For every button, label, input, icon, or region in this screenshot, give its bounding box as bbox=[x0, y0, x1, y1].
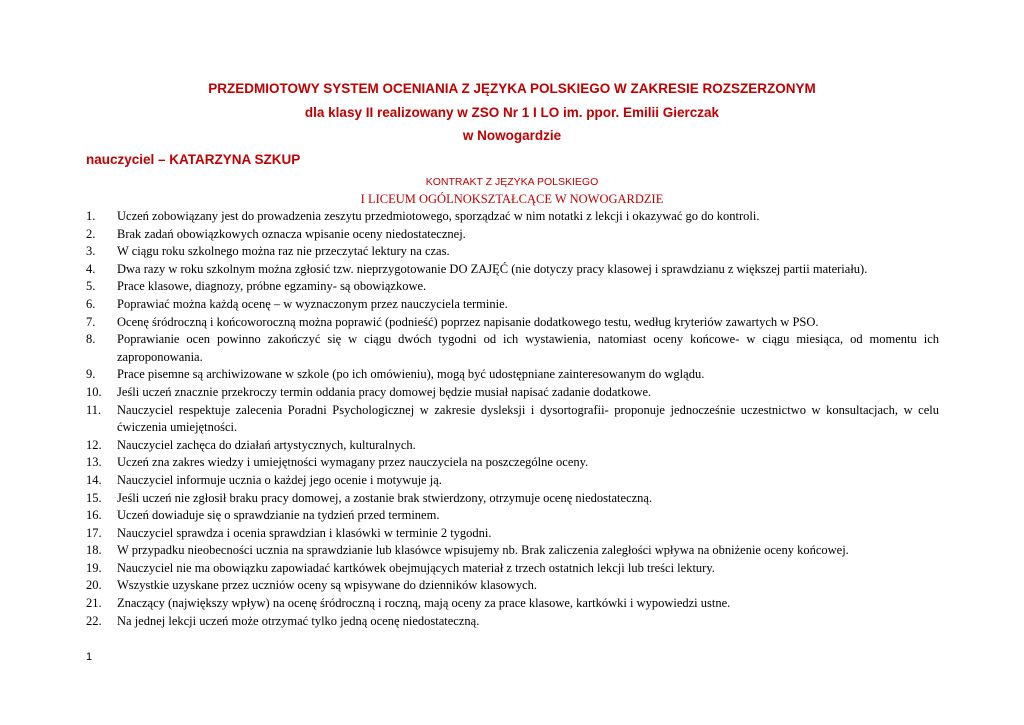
list-item-number: 22. bbox=[86, 613, 102, 628]
list-item bbox=[0, 595, 939, 613]
list-item bbox=[0, 384, 939, 402]
list-item-number: 1. bbox=[86, 209, 96, 223]
list-item-text: Nauczyciel nie ma obowiązku zapowiadać kartkówek obejmujących materiał z trzech ostatnich lekcji lub treści lektury. bbox=[117, 560, 715, 575]
list-item bbox=[0, 577, 939, 595]
list-item bbox=[0, 366, 939, 384]
list-item-number: 21. bbox=[86, 596, 102, 611]
list-item-number: 17. bbox=[86, 525, 102, 540]
list-item-number: 6. bbox=[86, 296, 96, 311]
rules-list bbox=[0, 208, 939, 630]
list-item bbox=[0, 296, 939, 314]
list-item-text: Nauczyciel sprawdza i ocenia sprawdzian i klasówki w terminie 2 tygodni. bbox=[117, 525, 492, 540]
page-number: 1 bbox=[86, 651, 93, 663]
list-item-text: W ciągu roku szkolnego można raz nie przeczytać lektury na czas. bbox=[117, 244, 450, 259]
list-item-text: Wszystkie uzyskane przez uczniów oceny są wpisywane do dzienników klasowych. bbox=[117, 578, 538, 593]
list-item-number: 12. bbox=[86, 437, 102, 452]
list-item bbox=[0, 314, 939, 332]
list-item-text: Prace klasowe, diagnozy, próbne egzaminy- są obowiązkowe. bbox=[117, 279, 427, 294]
list-item bbox=[0, 472, 939, 490]
list-item bbox=[0, 437, 939, 455]
list-item-number: 20. bbox=[86, 578, 102, 593]
list-item-text: Jeśli uczeń nie zgłosił braku pracy domowej, a zostanie brak stwierdzony, otrzymuje ocenę niedostateczną. bbox=[117, 490, 653, 505]
list-item bbox=[0, 331, 939, 366]
list-item bbox=[0, 226, 939, 244]
list-item-number: 3. bbox=[86, 244, 96, 259]
list-item-text: W przypadku nieobecności ucznia na sprawdzianie lub klasówce wpisujemy nb. Brak zaliczenia zaległości wpływa na obniżenie oceny końcowej. bbox=[117, 543, 849, 558]
list-item-text: Dwa razy w roku szkolnym można zgłosić tzw. nieprzygotowanie DO ZAJĘĆ (nie dotyczy pracy klasowej i sprawdzianu z większej partii materiału). bbox=[117, 261, 868, 276]
document-title-line-1: PRZEDMIOTOWY SYSTEM OCENIANIA Z JĘZYKA POLSKIEGO W ZAKRESIE ROZSZERZONYM bbox=[208, 81, 816, 96]
list-item-number: 11. bbox=[86, 402, 102, 417]
teacher-name: nauczyciel – KATARZYNA SZKUP bbox=[86, 152, 301, 167]
contract-heading-line-1: KONTRAKT Z JĘZYKA POLSKIEGO bbox=[425, 176, 599, 188]
document-title-line-2: dla klasy II realizowany w ZSO Nr 1 I LO im. ppor. Emilii Gierczak bbox=[304, 105, 720, 120]
list-item-text: Poprawiać można każdą ocenę – w wyznaczonym przez nauczyciela terminie. bbox=[117, 296, 508, 311]
list-item bbox=[0, 402, 939, 437]
list-item-number: 19. bbox=[86, 560, 102, 575]
contract-heading-line-2: I LICEUM OGÓLNOKSZTAŁCĄCE W NOWOGARDZIE bbox=[360, 192, 664, 206]
list-item bbox=[0, 560, 939, 578]
list-item-number: 8. bbox=[86, 332, 96, 347]
list-item-text: Uczeń dowiaduje się o sprawdzianie na tydzień przed terminem. bbox=[117, 508, 440, 523]
list-item bbox=[0, 454, 939, 472]
list-item-text: Prace pisemne są archiwizowane w szkole (po ich omówieniu), mogą być udostępniane zainteresowanym do wglądu. bbox=[117, 367, 705, 382]
list-item bbox=[0, 613, 939, 631]
list-item-number: 7. bbox=[86, 314, 96, 329]
list-item bbox=[0, 507, 939, 525]
list-item-text: Znaczący (największy wpływ) na ocenę śródroczną i roczną, mają oceny za prace klasowe, kartkówki i wypowiedzi ustne. bbox=[117, 596, 731, 611]
list-item bbox=[0, 278, 939, 296]
list-item bbox=[0, 243, 939, 261]
document-title-line-3: w Nowogardzie bbox=[462, 128, 562, 143]
list-item-number: 14. bbox=[86, 472, 102, 487]
list-item-text: Uczeń zna zakres wiedzy i umiejętności wymagany przez nauczyciela na poszczególne oceny. bbox=[117, 455, 589, 470]
list-item bbox=[0, 208, 939, 226]
list-item-text: Nauczyciel zachęca do działań artystycznych, kulturalnych. bbox=[117, 437, 416, 452]
list-item bbox=[0, 525, 939, 543]
list-item-number: 15. bbox=[86, 490, 102, 505]
list-item-text: Nauczyciel informuje ucznia o każdej jego ocenie i motywuje ją. bbox=[117, 472, 442, 487]
list-item-number: 4. bbox=[86, 261, 96, 276]
list-item-text: Poprawianie ocen powinno zakończyć się w ciągu dwóch tygodni od ich wystawienia, natomiast oceny końcowe- w ciągu miesiąca, od momentu ich zaproponowania. bbox=[117, 332, 939, 364]
list-item-number: 16. bbox=[86, 508, 102, 523]
list-item-text: Uczeń zobowiązany jest do prowadzenia zeszytu przedmiotowego, sporządzać w nim notatki z lekcji i okazywać go do kontroli. bbox=[117, 209, 760, 223]
list-item bbox=[0, 542, 939, 560]
list-item-number: 9. bbox=[86, 367, 96, 382]
list-item bbox=[0, 261, 939, 279]
list-item-text: Na jednej lekcji uczeń może otrzymać tylko jedną ocenę niedostateczną. bbox=[117, 613, 480, 628]
list-item-number: 5. bbox=[86, 279, 96, 294]
list-item-text: Jeśli uczeń znacznie przekroczy termin oddania pracy domowej będzie musiał napisać zadanie dodatkowe. bbox=[117, 384, 652, 399]
list-item-number: 13. bbox=[86, 455, 102, 470]
list-item-text: Ocenę śródroczną i końcoworoczną można poprawić (podnieść) poprzez napisanie dodatkowego testu, według kryteriów zawartych w PSO. bbox=[117, 314, 819, 329]
list-item-number: 18. bbox=[86, 543, 102, 558]
list-item bbox=[0, 490, 939, 508]
list-item-number: 2. bbox=[86, 226, 96, 241]
list-item-number: 10. bbox=[86, 384, 102, 399]
list-item-text: Nauczyciel respektuje zalecenia Poradni Psychologicznej w zakresie dysleksji i dysortografii- proponuje jednocześnie uczestnictwo w konsultacjach, w celu ćwiczenia umiejętności. bbox=[117, 402, 939, 435]
list-item-text: Brak zadań obowiązkowych oznacza wpisanie oceny niedostatecznej. bbox=[117, 226, 466, 241]
